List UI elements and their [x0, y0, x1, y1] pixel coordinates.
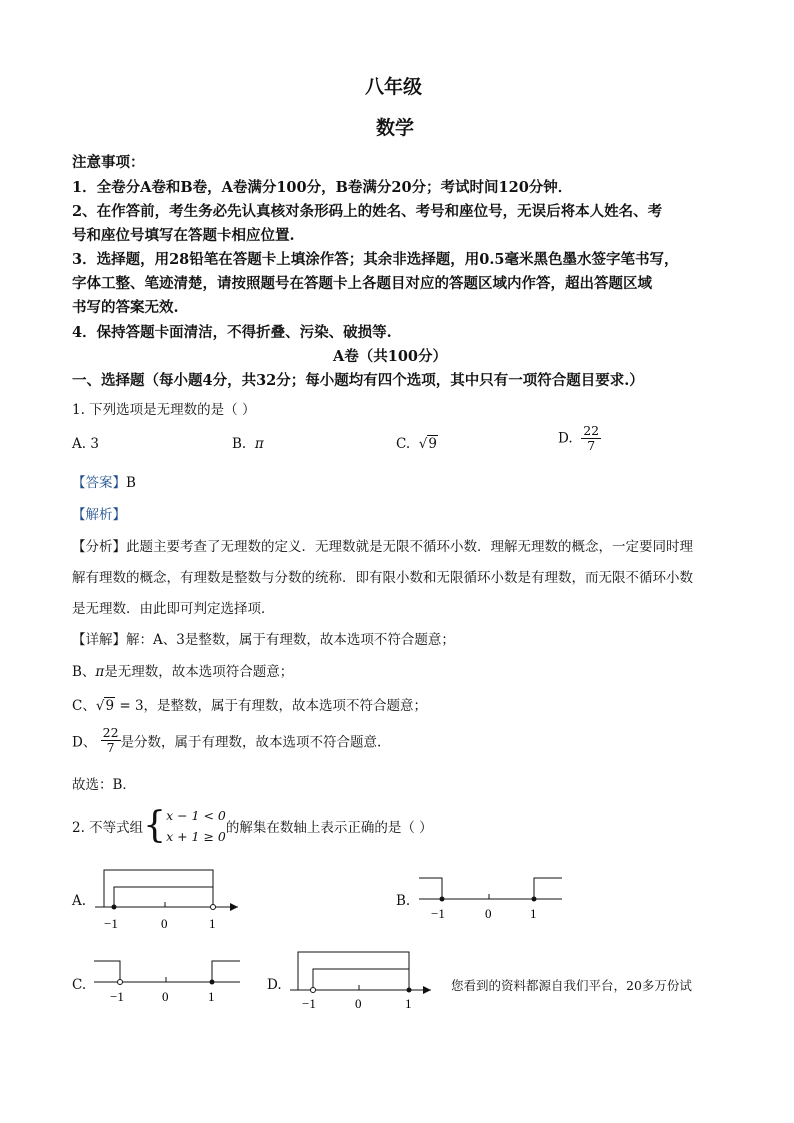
q2-option-c-label: C.	[72, 977, 87, 993]
number-line-d	[286, 944, 441, 1014]
q1-option-c: C. √9	[396, 436, 437, 452]
svg-text:1: 1	[405, 996, 412, 1011]
q1-answer: 【答案】B	[72, 475, 136, 491]
svg-text:0: 0	[355, 996, 362, 1011]
svg-text:0: 0	[162, 989, 169, 1004]
q2-option-d-label: D.	[267, 977, 282, 993]
notice-item-2-line2: 号和座位号填写在答题卡相应位置.	[72, 227, 295, 244]
q1-detail-c: C、√9 = 3，是整数，属于有理数，故本选项不符合题意；	[72, 698, 428, 714]
part-1-heading: 一、选择题（每小题4分，共32分；每小题均有四个选项，其中只有一项符合题目要求.）	[72, 372, 644, 389]
section-a-title: A卷（共100分）	[333, 348, 448, 365]
svg-text:−1: −1	[302, 996, 316, 1011]
svg-text:1: 1	[208, 989, 215, 1004]
svg-text:−1: −1	[110, 989, 124, 1004]
q1-option-b: B. π	[232, 436, 264, 452]
q2-option-a-label: A.	[72, 893, 87, 909]
q1-fenxi-line2: 解有理数的概念，有理数是整数与分数的统称．即有限小数和无限循环小数是有理数，而无限不循环小数	[72, 570, 693, 586]
notice-heading: 注意事项：	[72, 154, 145, 171]
fraction-22-7: $\frac{22}{7}$	[583, 423, 600, 453]
notice-item-4: 4．保持答题卡面清洁，不得折叠、污染、破损等.	[72, 324, 392, 341]
svg-text:−1: −1	[431, 906, 445, 921]
number-line-c	[90, 953, 245, 1008]
tick-1: 1	[209, 916, 216, 931]
footer-ad-text: 您看到的资料都源自我们平台，20多万份试	[451, 978, 692, 993]
q1-detail-d: D、 $\frac{22}{7}$ 是分数，属于有理数，故本选项不符合题意.	[72, 725, 382, 755]
q1-conclusion: 故选：B．	[72, 777, 136, 793]
q2-option-b-label: B.	[396, 893, 411, 909]
notice-item-2-line1: 2、在作答前，考生务必先认真核对条形码上的姓名、考号和座位号，无误后将本人姓名、考	[72, 203, 663, 220]
subject-title: 数学	[376, 117, 415, 139]
number-line-a	[90, 858, 245, 933]
grade-title: 八年级	[365, 76, 423, 98]
svg-text:0: 0	[485, 906, 492, 921]
q1-option-d: D. $\frac{22}{7}$	[558, 423, 600, 453]
number-line-b	[415, 870, 570, 925]
notice-item-1: 1．全卷分A卷和B卷，A卷满分100分，B卷满分20分；考试时间120分钟．	[72, 179, 573, 196]
q1-detail-a: 【详解】解：A、3是整数，属于有理数，故本选项不符合题意；	[72, 632, 455, 648]
q1-detail-b: B、π是无理数，故本选项符合题意；	[72, 664, 294, 680]
tick-0: 0	[161, 916, 168, 931]
q1-analysis-tag: 【解析】	[72, 507, 126, 523]
q1-stem: 1. 下列选项是无理数的是（ ）	[72, 402, 256, 418]
q1-fenxi-line1: 【分析】此题主要考查了无理数的定义．无理数就是无限不循环小数．理解无理数的概念，一定要同时理	[72, 539, 693, 555]
q1-fenxi-line3: 是无理数．由此即可判定选择项．	[72, 601, 275, 617]
q2-stem: 2. 不等式组{ x − 1 < 0 x + 1 ≥ 0 的解集在数轴上表示正确的是（ ）	[72, 805, 433, 846]
notice-item-3-line1: 3．选择题，用28铅笔在答题卡上填涂作答；其余非选择题，用0.5毫米黑色墨水签字笔书写，	[72, 251, 679, 268]
svg-text:1: 1	[530, 906, 537, 921]
tick-neg1: −1	[104, 916, 118, 931]
q1-option-a: A. 3	[72, 436, 99, 452]
notice-item-3-line2: 字体工整、笔迹清楚，请按照题号在答题卡上各题目对应的答题区域内作答，超出答题区域	[72, 275, 652, 292]
notice-item-3-line3: 书写的答案无效.	[72, 299, 179, 316]
